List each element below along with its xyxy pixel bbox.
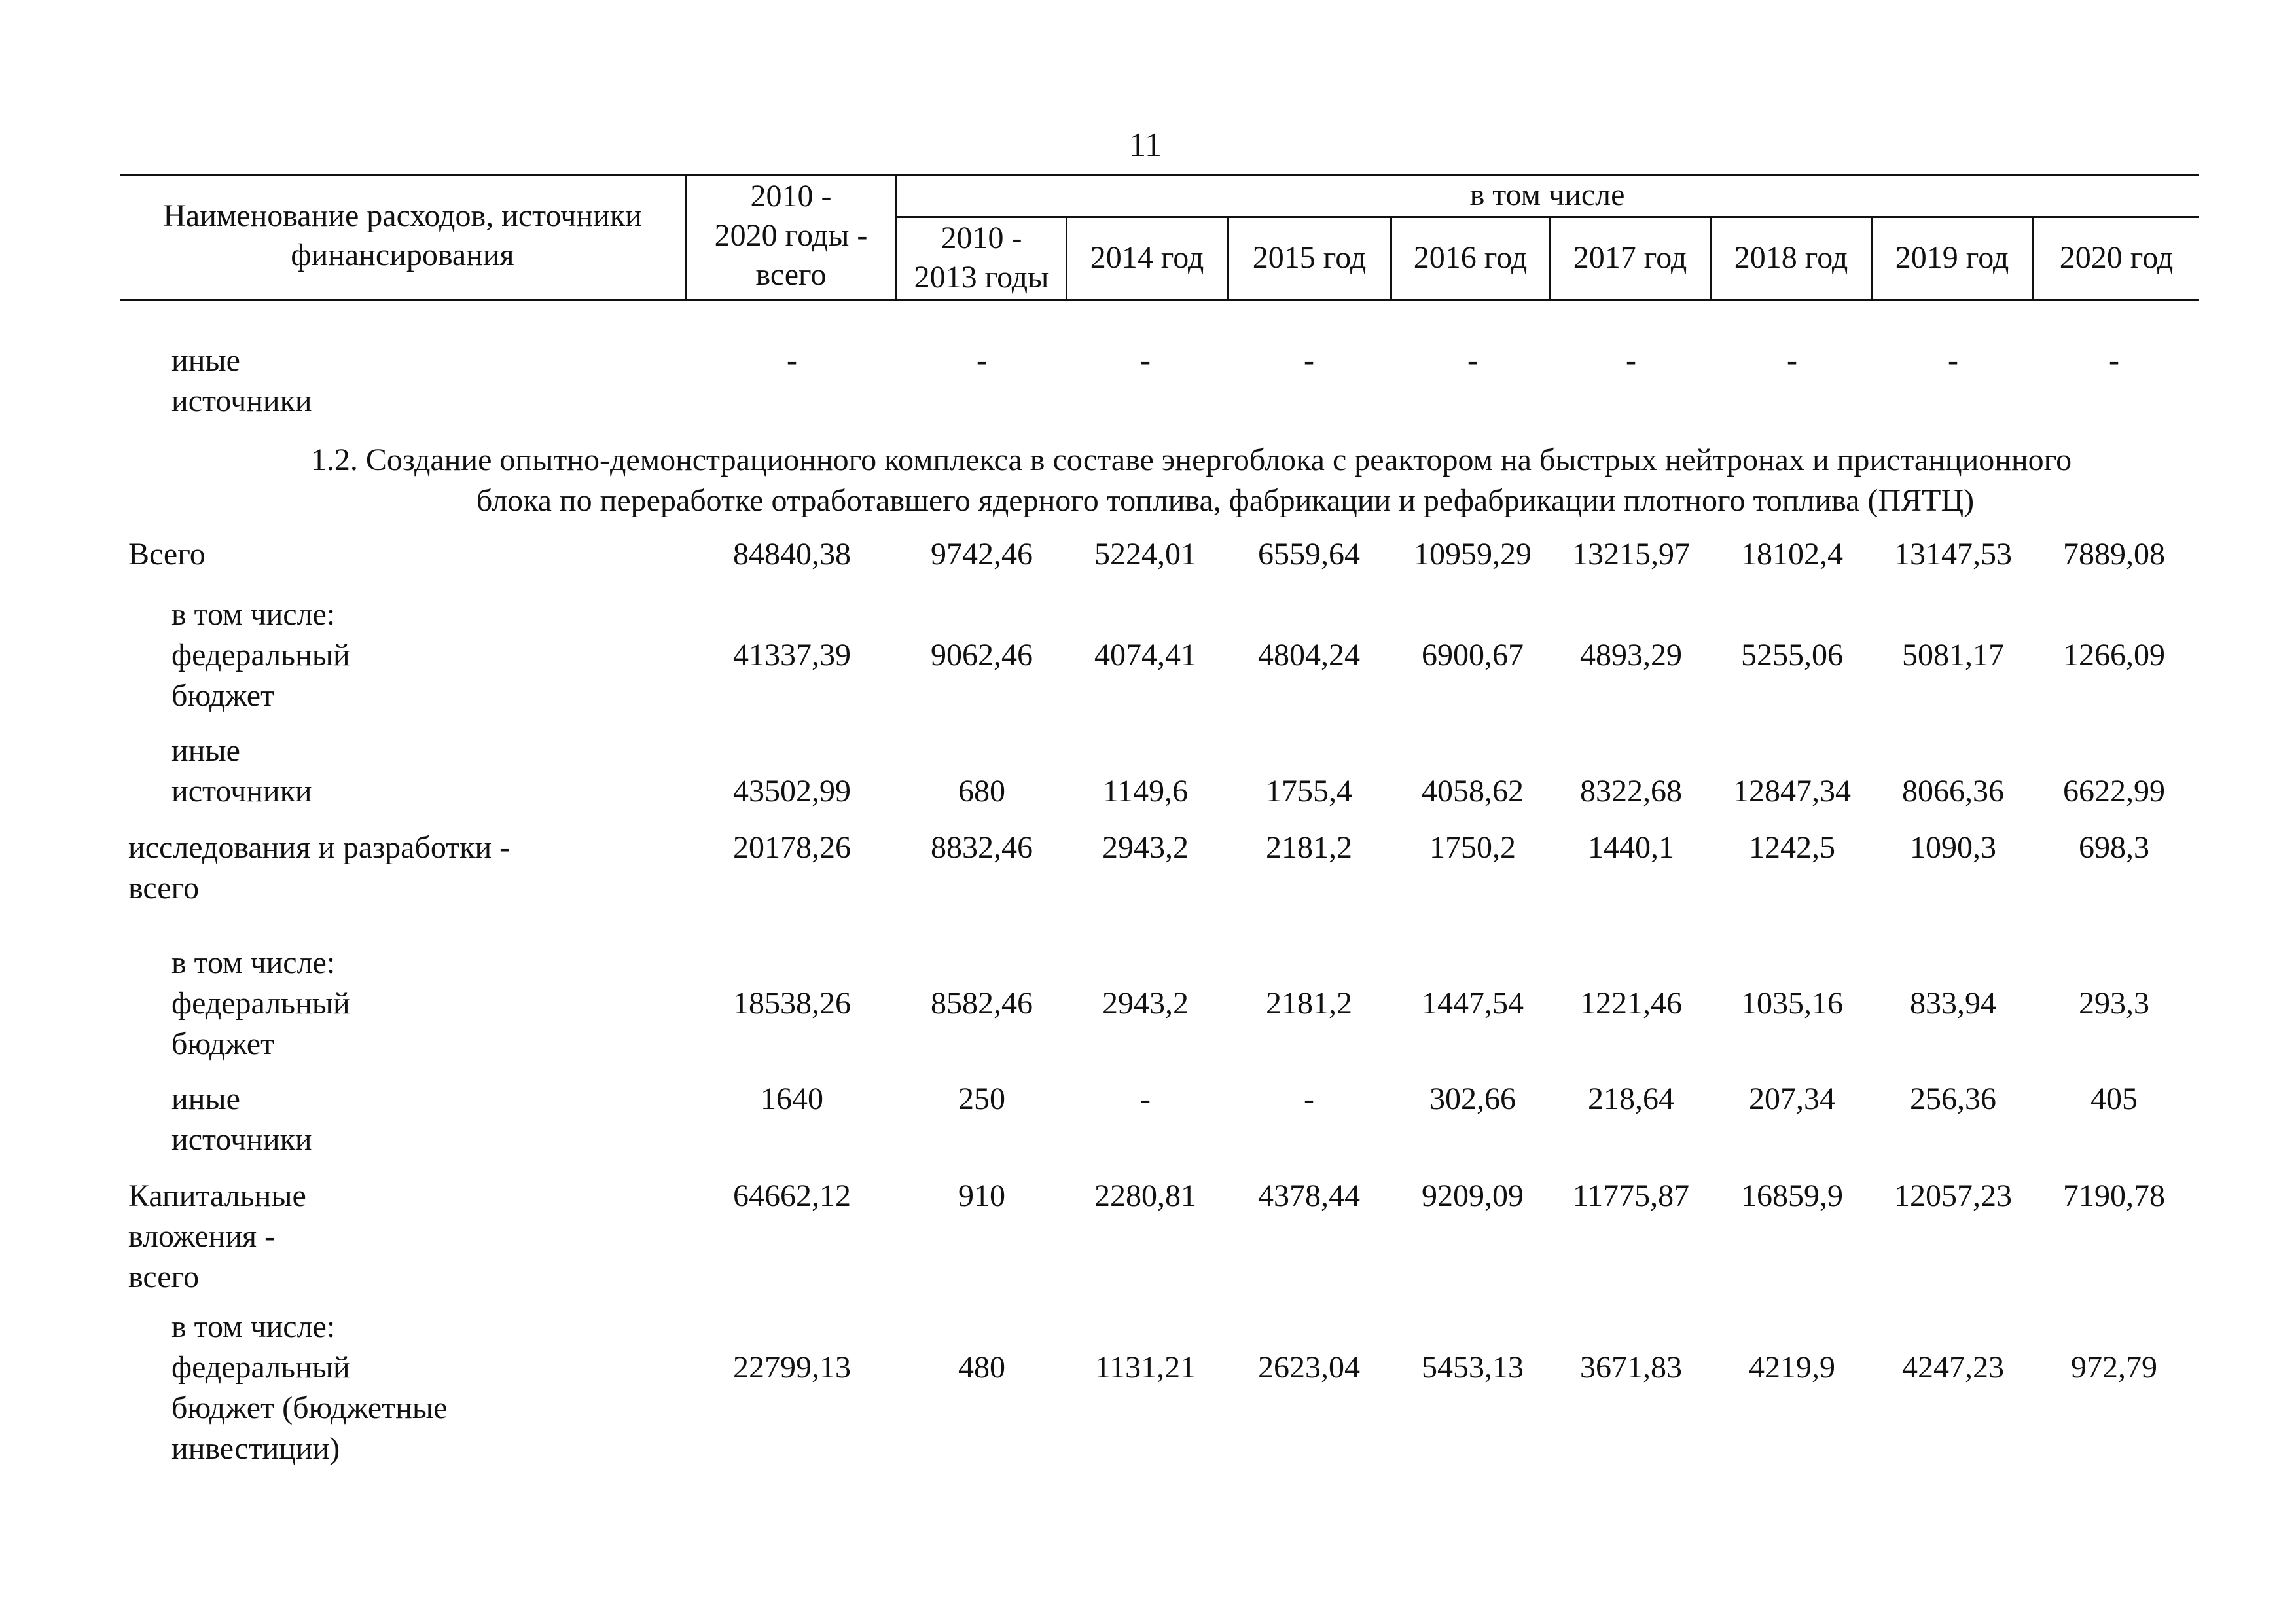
row-value: 256,36 xyxy=(1910,1082,1996,1116)
row-value: 6559,64 xyxy=(1258,537,1360,572)
row-label-line: федеральный xyxy=(171,1350,350,1385)
row-label-line: всего xyxy=(128,1260,200,1294)
header-year: 2014 год xyxy=(1090,240,1204,275)
row-value: 8832,46 xyxy=(931,830,1033,865)
row-value: 250 xyxy=(958,1082,1005,1116)
row-value: 3671,83 xyxy=(1580,1350,1682,1385)
row-value: 302,66 xyxy=(1429,1082,1516,1116)
row-value: 1447,54 xyxy=(1422,986,1524,1021)
row-value: 4893,29 xyxy=(1580,638,1682,672)
row-label xyxy=(171,1307,447,1469)
row-value: 4378,44 xyxy=(1258,1178,1360,1213)
row-value: - xyxy=(1140,1082,1151,1116)
row-value: 833,94 xyxy=(1910,986,1996,1021)
row-value: 1221,46 xyxy=(1580,986,1682,1021)
row-label-line: иные xyxy=(171,1082,240,1116)
row-value: 22799,13 xyxy=(733,1350,851,1385)
row-value: 207,34 xyxy=(1749,1082,1835,1116)
header-sub-2010-line: 2010 - xyxy=(941,221,1022,255)
top-row-value: - xyxy=(1304,343,1314,378)
top-row-value: - xyxy=(1467,343,1478,378)
row-value: 2623,04 xyxy=(1258,1350,1360,1385)
group-rule xyxy=(895,216,2199,218)
row-value: 64662,12 xyxy=(733,1178,851,1213)
row-value: 2181,2 xyxy=(1266,986,1352,1021)
top-row-value: - xyxy=(1948,343,1958,378)
row-value: 9209,09 xyxy=(1422,1178,1524,1213)
row-value: 9062,46 xyxy=(931,638,1033,672)
row-value: 1266,09 xyxy=(2063,638,2165,672)
top-row-value: - xyxy=(787,343,797,378)
row-value: 405 xyxy=(2090,1082,2138,1116)
row-value: 2280,81 xyxy=(1094,1178,1196,1213)
row-value: 7190,78 xyxy=(2063,1178,2165,1213)
top-row-value: - xyxy=(1787,343,1797,378)
row-label-line: Всего xyxy=(128,537,206,572)
row-value: 2943,2 xyxy=(1102,986,1189,1021)
row-value: 12847,34 xyxy=(1733,774,1851,809)
row-value: 8582,46 xyxy=(931,986,1033,1021)
row-value: 1640 xyxy=(761,1082,823,1116)
header-col-total-line: 2010 - xyxy=(750,179,832,213)
row-label-line: бюджет (бюджетные xyxy=(171,1391,448,1425)
header-group-label: в том числе xyxy=(1469,177,1625,212)
row-value: - xyxy=(1304,1082,1314,1116)
row-label xyxy=(171,594,350,716)
row-label-line: бюджет xyxy=(171,678,275,713)
row-value: 910 xyxy=(958,1178,1005,1213)
top-row-label-line: источники xyxy=(171,384,312,418)
section-title-line: 1.2. Создание опытно-демонстрационного комплекса в составе энергоблока с реактором на быстрых нейтронах и пристанционного xyxy=(310,443,2072,477)
row-value: 7889,08 xyxy=(2063,537,2165,572)
top-row-value: - xyxy=(977,343,987,378)
header-col-total xyxy=(687,177,895,295)
header-bottom-rule xyxy=(120,299,2199,301)
top-row-label-line: иные xyxy=(171,343,240,378)
row-value: 4247,23 xyxy=(1902,1350,2004,1385)
header-year: 2018 год xyxy=(1734,240,1848,275)
row-value: 1035,16 xyxy=(1741,986,1843,1021)
row-value: 698,3 xyxy=(2079,830,2149,865)
row-value: 11775,87 xyxy=(1572,1178,1690,1213)
row-value: 8322,68 xyxy=(1580,774,1682,809)
row-value: 4058,62 xyxy=(1422,774,1524,809)
row-value: 5224,01 xyxy=(1094,537,1196,572)
row-label-line: Капитальные xyxy=(128,1178,306,1213)
header-year: 2016 год xyxy=(1413,240,1528,275)
top-row-value: - xyxy=(1140,343,1151,378)
header-sub-2010-line: 2013 годы xyxy=(914,260,1049,295)
row-value: 41337,39 xyxy=(733,638,851,672)
row-value: 5453,13 xyxy=(1422,1350,1524,1385)
row-value: 8066,36 xyxy=(1902,774,2004,809)
row-value: 1090,3 xyxy=(1910,830,1996,865)
header-year: 2019 год xyxy=(1895,240,2009,275)
row-value: 9742,46 xyxy=(931,537,1033,572)
row-value: 1131,21 xyxy=(1094,1350,1196,1385)
top-row-value: - xyxy=(1626,343,1636,378)
header-year: 2015 год xyxy=(1252,240,1367,275)
row-value: 6900,67 xyxy=(1422,638,1524,672)
page-number: 11 xyxy=(1128,126,1162,164)
row-value: 1149,6 xyxy=(1102,774,1189,809)
row-value: 2181,2 xyxy=(1266,830,1352,865)
row-value: 972,79 xyxy=(2071,1350,2157,1385)
row-label-line: федеральный xyxy=(171,638,350,672)
header-year: 2020 год xyxy=(2059,240,2174,275)
header-sub-2010 xyxy=(897,219,1066,297)
row-label-line: исследования и разработки - xyxy=(128,830,511,865)
row-label-line: федеральный xyxy=(171,986,350,1021)
header-col-total-line: всего xyxy=(755,257,827,292)
row-value: 84840,38 xyxy=(733,537,851,572)
row-value: 480 xyxy=(958,1350,1005,1385)
row-value: 2943,2 xyxy=(1102,830,1189,865)
row-value: 18538,26 xyxy=(733,986,851,1021)
row-value: 218,64 xyxy=(1588,1082,1674,1116)
row-value: 43502,99 xyxy=(733,774,851,809)
row-value: 18102,4 xyxy=(1741,537,1843,572)
row-value: 13147,53 xyxy=(1894,537,2012,572)
row-label-line: всего xyxy=(128,871,200,905)
row-value: 10959,29 xyxy=(1414,537,1532,572)
row-value: 293,3 xyxy=(2079,986,2149,1021)
row-value: 4804,24 xyxy=(1258,638,1360,672)
row-value: 1750,2 xyxy=(1429,830,1516,865)
row-label xyxy=(128,534,206,575)
row-value: 12057,23 xyxy=(1894,1178,2012,1213)
row-value: 5081,17 xyxy=(1902,638,2004,672)
row-value: 4074,41 xyxy=(1094,638,1196,672)
top-row-value: - xyxy=(2109,343,2119,378)
row-value: 16859,9 xyxy=(1741,1178,1843,1213)
row-label-line: бюджет xyxy=(171,1027,275,1061)
row-label-line: в том числе: xyxy=(171,945,336,980)
row-value: 5255,06 xyxy=(1741,638,1843,672)
row-value: 1440,1 xyxy=(1588,830,1674,865)
row-value: 1755,4 xyxy=(1266,774,1352,809)
row-label-line: вложения - xyxy=(128,1219,276,1254)
row-label xyxy=(128,828,510,909)
row-value: 20178,26 xyxy=(733,830,851,865)
row-label-line: источники xyxy=(171,1122,312,1157)
row-label xyxy=(128,1176,306,1298)
row-label-line: иные xyxy=(171,733,240,768)
row-value: 13215,97 xyxy=(1572,537,1690,572)
top-row-label xyxy=(171,340,312,422)
section-title-line: блока по переработке отработавшего ядерного топлива, фабрикации и рефабрикации плотного топлива (ПЯТЦ) xyxy=(476,483,1975,518)
row-value: 4219,9 xyxy=(1749,1350,1835,1385)
row-label-line: инвестиции) xyxy=(171,1431,340,1466)
row-label xyxy=(171,731,312,812)
row-value: 680 xyxy=(958,774,1005,809)
row-value: 6622,99 xyxy=(2063,774,2165,809)
header-year: 2017 год xyxy=(1573,240,1687,275)
row-label-line: в том числе: xyxy=(171,597,336,632)
row-label-line: источники xyxy=(171,774,312,809)
row-label xyxy=(171,943,350,1065)
section-title xyxy=(120,440,2199,521)
row-value: 1242,5 xyxy=(1749,830,1835,865)
row-label-line: в том числе: xyxy=(171,1309,336,1344)
header-col-total-line: 2020 годы - xyxy=(714,218,868,253)
row-label xyxy=(171,1079,312,1160)
header-col-name: Наименование расходов, источники финансирования xyxy=(163,198,642,272)
